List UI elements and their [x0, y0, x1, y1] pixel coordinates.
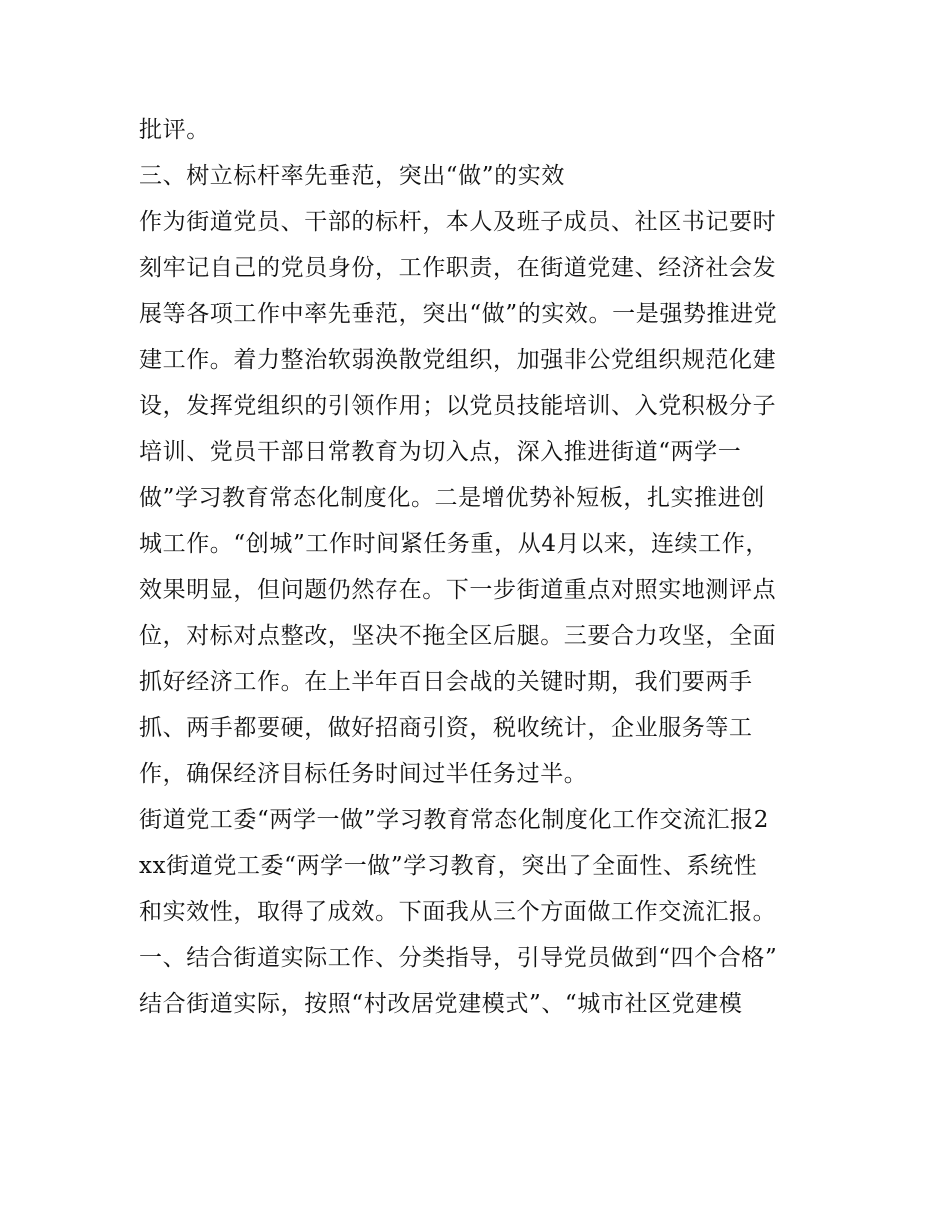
document-body	[139, 107, 829, 1027]
section-heading: 一、结合街道实际工作、分类指导，引导党员做到“四个合格”	[139, 945, 778, 971]
text-line: xx街道党工委“两学一做”学习教育，突出了全面性、系统性	[139, 853, 758, 879]
text-line: 结合街道实际，按照“村改居党建模式”、“城市社区党建模	[139, 991, 743, 1017]
text-line: 批评。	[139, 117, 210, 143]
text-line: 建工作。着力整治软弱涣散党组织，加强非公党组织规范化建	[139, 347, 777, 373]
text-line: 城工作。“创城”工作时间紧任务重，从4月以来，连续工作，	[139, 531, 769, 557]
text-line: 设，发挥党组织的引领作用；以党员技能培训、入党积极分子	[139, 393, 777, 419]
text-line: 抓好经济工作。在上半年百日会战的关键时期，我们要两手	[139, 669, 753, 695]
text-line: 培训、党员干部日常教育为切入点，深入推进街道“两学一	[139, 439, 742, 465]
text-line: 和实效性，取得了成效。下面我从三个方面做工作交流汇报。	[139, 899, 777, 925]
text-line: 位，对标对点整改，坚决不拖全区后腿。三要合力攻坚，全面	[139, 623, 777, 649]
section-heading: 三、树立标杆率先垂范，突出“做”的实效	[139, 163, 565, 189]
text-line: 作为街道党员、干部的标杆，本人及班子成员、社区书记要时	[139, 209, 777, 235]
text-line: 做”学习教育常态化制度化。二是增优势补短板，扎实推进创	[139, 485, 765, 511]
text-line: 作，确保经济目标任务时间过半任务过半。	[139, 761, 588, 787]
text-line: 抓、两手都要硬，做好招商引资，税收统计，企业服务等工	[139, 715, 753, 741]
report-title: 街道党工委“两学一做”学习教育常态化制度化工作交流汇报2	[139, 807, 769, 833]
text-line: 刻牢记自己的党员身份，工作职责，在街道党建、经济社会发	[139, 255, 777, 281]
text-line: 效果明显，但问题仍然存在。下一步街道重点对照实地测评点	[139, 577, 777, 603]
text-line: 展等各项工作中率先垂范，突出“做”的实效。一是强势推进党	[139, 301, 778, 327]
